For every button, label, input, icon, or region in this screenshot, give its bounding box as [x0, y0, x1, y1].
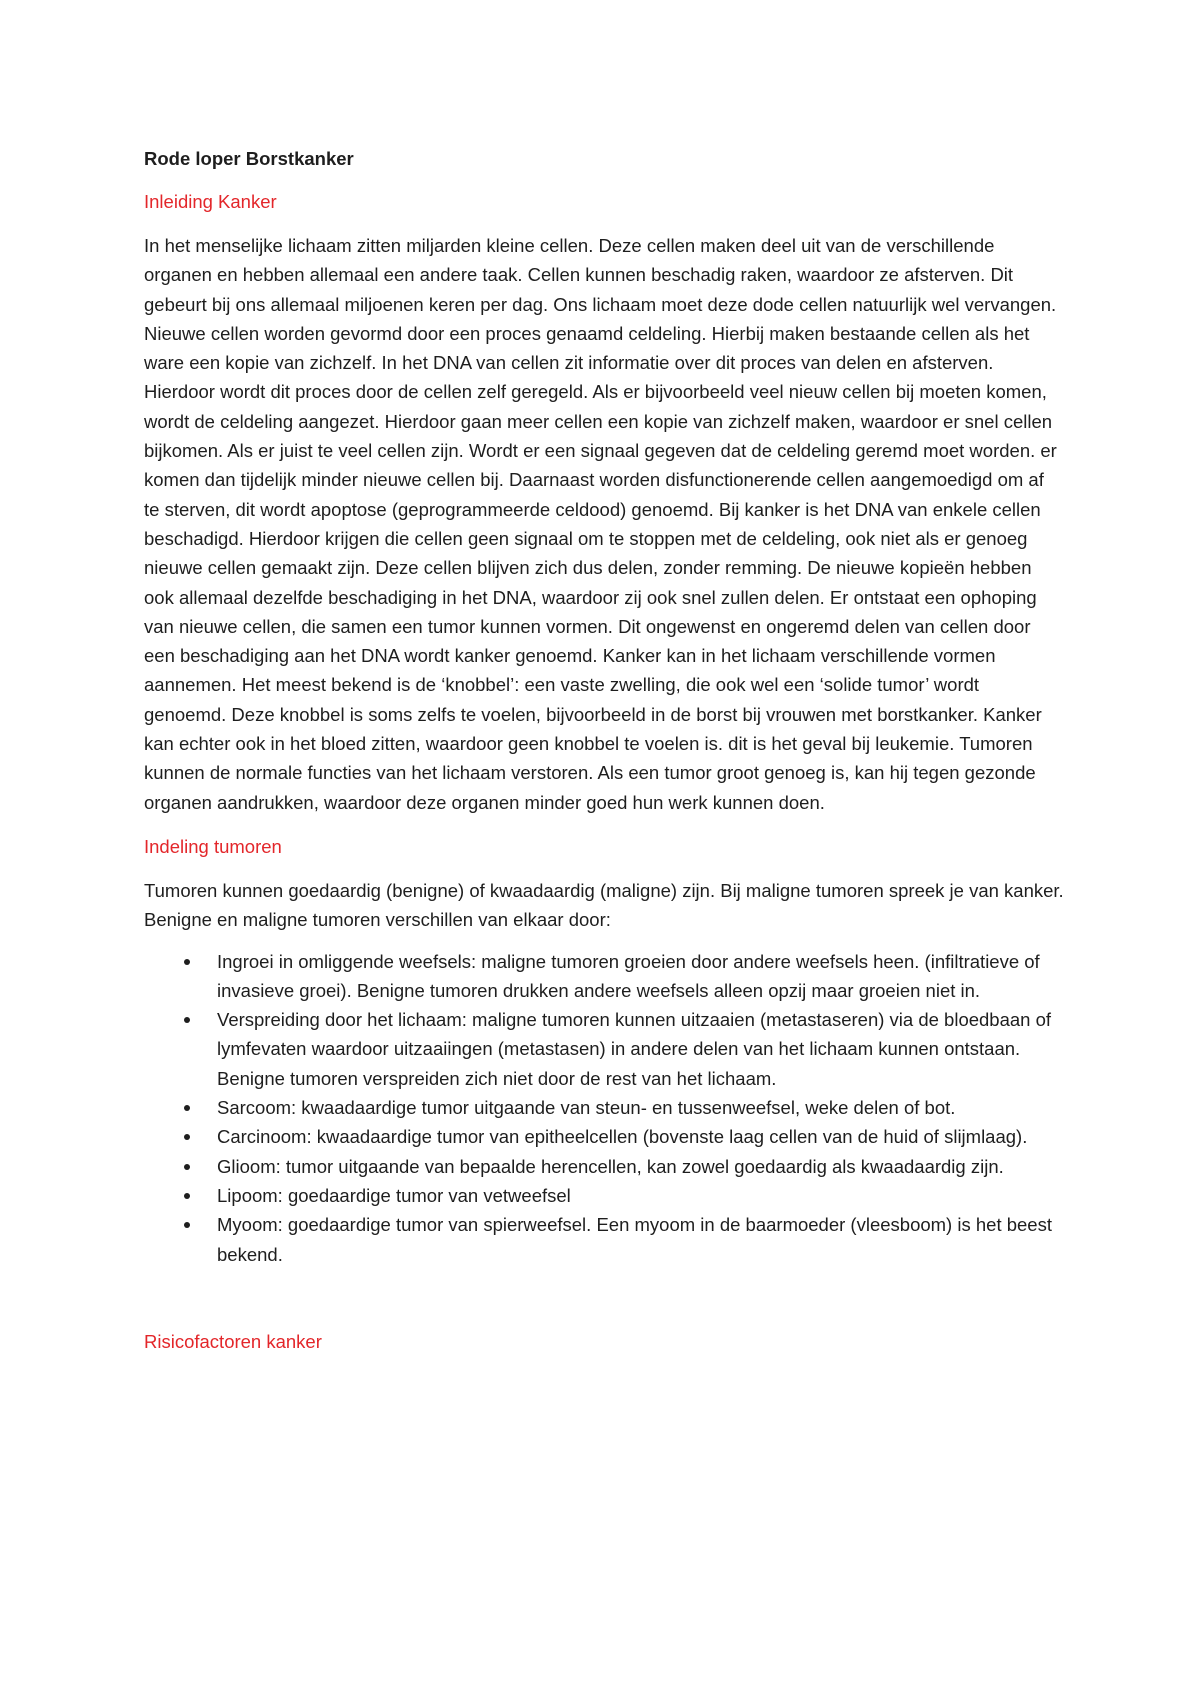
bullet-point-icon [184, 1017, 190, 1023]
bullet-point-icon [184, 959, 190, 965]
section-heading-inleiding: Inleiding Kanker [144, 191, 277, 212]
bullet-point-icon [184, 1164, 190, 1170]
list-item-text: Verspreiding door het lichaam: maligne tumoren kunnen uitzaaien (metastaseren) via de bloedbaan of lymfevaten waardoor uitzaaiingen (metastasen) in andere delen van het lichaam kunnen ontstaan. Benigne tumoren verspreiden zich niet door de rest van het lichaam. [217, 1009, 1052, 1089]
list-item [144, 1122, 1064, 1151]
list-item-text: Sarcoom: kwaadaardige tumor uitgaande van steun- en tussenweefsel, weke delen of bot. [217, 1097, 956, 1119]
list-item [144, 947, 1064, 1006]
list-item [144, 1181, 1064, 1210]
list-item [144, 1152, 1064, 1181]
list-item-text: Myoom: goedaardige tumor van spierweefsel. Een myoom in de baarmoeder (vleesboom) is het beest bekend. [217, 1214, 1052, 1265]
list-item-text: Lipoom: goedaardige tumor van vetweefsel [217, 1184, 571, 1206]
bullet-point-icon [184, 1134, 190, 1140]
bullet-point-icon [184, 1193, 190, 1199]
bullet-list [144, 947, 1064, 1269]
list-item [144, 1210, 1064, 1269]
list-item [144, 1005, 1064, 1093]
bullet-point-icon [184, 1105, 190, 1111]
document-page [144, 130, 1064, 1355]
list-item-text: Carcinoom: kwaadaardige tumor van epitheelcellen (bovenste laag cellen van de huid of slijmlaag). [217, 1126, 1028, 1148]
document-title: Rode loper Borstkanker [144, 148, 354, 169]
list-item [144, 1093, 1064, 1122]
paragraph-indeling: Tumoren kunnen goedaardig (benigne) of kwaadaardig (maligne) zijn. Bij maligne tumoren spreek je van kanker. Benigne en maligne tumoren verschillen van elkaar door: [144, 879, 1064, 931]
section-heading-risicofactoren: Risicofactoren kanker [144, 1330, 322, 1352]
section-heading-indeling: Indeling tumoren [144, 835, 282, 857]
list-item-text: Glioom: tumor uitgaande van bepaalde herencellen, kan zowel goedaardig als kwaadaardig zijn. [217, 1155, 1004, 1177]
list-item-text: Ingroei in omliggende weefsels: maligne tumoren groeien door andere weefsels heen. (infiltratieve of invasieve groei). Benigne tumoren drukken andere weefsels alleen opzij maar groeien niet in. [217, 950, 1040, 1001]
bullet-point-icon [184, 1222, 190, 1228]
paragraph-inleiding: In het menselijke lichaam zitten miljarden kleine cellen. Deze cellen maken deel uit van de verschillende organen en hebben allemaal een andere taak. Cellen kunnen beschadig raken, waardoor ze afsterven. Dit gebeurt bij ons allemaal miljoenen keren per dag. Ons lichaam moet deze dode cellen natuurlijk wel vervangen. Nieuwe cellen worden gevormd door een proces genaamd celdeling. Hierbij maken bestaande cellen als het ware een kopie van zichzelf. In het DNA van cellen zit informatie over dit proces van delen en afsterven. Hierdoor wordt dit proces door de cellen zelf geregeld. Als er bijvoorbeeld veel nieuw cellen bij moeten komen, wordt de celdeling aangezet. Hierdoor gaan meer cellen een kopie van zichzelf maken, waardoor er snel cellen bijkomen. Als er juist te veel cellen zijn. Wordt er een signaal gegeven dat de celdeling geremd moet worden. er komen dan tijdelijk minder nieuwe cellen bij. Daarnaast worden disfunctionerende cellen aangemoedigd om af te sterven, dit wordt apoptose (geprogrammeerde celdood) genoemd. Bij kanker is het DNA van enkele cellen beschadigd. Hierdoor krijgen die cellen geen signaal om te stoppen met de celdeling, ook niet als er genoeg nieuwe cellen gemaakt zijn. Deze cellen blijven zich dus delen, zonder remming. De nieuwe kopieën hebben ook allemaal dezelfde beschadiging in het DNA, waardoor zij ook snel zullen delen. Er ontstaat een ophoping van nieuwe cellen, die samen een tumor kunnen vormen. Dit ongewenst en ongeremd delen van cellen door een beschadiging aan het DNA wordt kanker genoemd. Kanker kan in het lichaam verschillende vormen aannemen. Het meest bekend is de ‘knobbel’: een vaste zwelling, die ook wel een ‘solide tumor’ wordt genoemd. Deze knobbel is soms zelfs te voelen, bijvoorbeeld in de borst bij vrouwen met borstkanker. Kanker kan echter ook in het bloed zitten, waardoor geen knobbel te voelen is. dit is het geval bij leukemie. Tumoren kunnen de normale functies van het lichaam verstoren. Als een tumor groot genoeg is, kan hij tegen gezonde organen aandrukken, waardoor deze organen minder goed hun werk kunnen doen. [144, 235, 1057, 813]
